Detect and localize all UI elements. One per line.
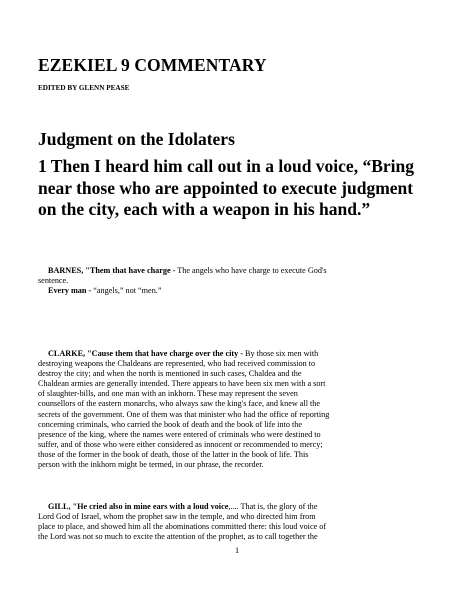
clarke-line: of slaughter-bills, and one man with an inkhorn. These may represent the seven — [38, 389, 298, 399]
clarke-line: person with the inkhorn might be termed, in our phrase, the recorder. — [38, 460, 264, 470]
clarke-line: those of the former in the book of death, those of the latter in the book of life. This — [38, 449, 309, 459]
clarke-text: By those six men with — [242, 349, 319, 358]
document-title: EZEKIEL 9 COMMENTARY — [38, 55, 267, 75]
page-number: 1 — [234, 546, 240, 555]
clarke-line: counsellors of the eastern monarchs, who always saw the king's face, and knew all the — [38, 399, 321, 409]
barnes-line — [38, 266, 448, 276]
clarke-label: CLARKE, "Cause them that have charge over the city - — [48, 349, 243, 358]
gill-line: place to place, and showed him all the abominations committed there: this loud voice of — [38, 522, 327, 532]
gill-label: GILL, "He cried also in mine ears with a loud voice — [48, 502, 229, 511]
clarke-line: destroying weapons the Chaldeans are represented, who had received commission to — [38, 359, 316, 369]
barnes-text: The angels who have charge to execute God's — [175, 266, 327, 275]
verse-line: on the city, each with a weapon in his hand.” — [38, 199, 371, 219]
clarke-commentary — [38, 349, 448, 470]
gill-line: Lord God of Israel, whom the prophet saw in the temple, and who directed him from — [38, 512, 316, 522]
verse-line: 1 Then I heard him call out in a loud voice, “Bring — [38, 156, 414, 176]
gill-line — [38, 502, 448, 512]
verse-text — [38, 156, 458, 221]
every-man-text: “angels,” not “men.” — [91, 286, 162, 296]
clarke-line: secrets of the government. One of them was that minister who had the office of reporting — [38, 409, 330, 419]
every-man-label: Every man - — [48, 286, 92, 296]
barnes-commentary — [38, 266, 448, 296]
clarke-line: presence of the king, where the names were entered of criminals who were destined to — [38, 429, 321, 439]
clarke-line — [38, 349, 448, 359]
barnes-line: sentence. — [38, 276, 69, 286]
clarke-line: destroy the city; and when the north is mentioned in such cases, Chaldea and the — [38, 369, 302, 379]
clarke-line: concerning criminals, who carried the book of death and the book of life into the — [38, 419, 302, 429]
clarke-line: Chaldean armies are generally intended. There appears to have been six men with a sort — [38, 379, 326, 389]
clarke-line: suffer, and of those who were either considered as innocent or recommended to mercy; — [38, 439, 323, 449]
gill-text: ,.... That is, the glory of the — [228, 502, 318, 511]
gill-commentary — [38, 502, 448, 542]
verse-line: near those who are appointed to execute judgment — [38, 177, 414, 198]
editor-credit: EDITED BY GLENN PEASE — [38, 84, 130, 92]
gill-line: the Lord was not so much to excite the attention of the prophet, as to call together the — [38, 532, 318, 542]
section-heading: Judgment on the Idolaters — [38, 129, 235, 149]
barnes-every-man-line — [38, 286, 448, 296]
barnes-label: BARNES, "Them that have charge - — [48, 266, 176, 275]
